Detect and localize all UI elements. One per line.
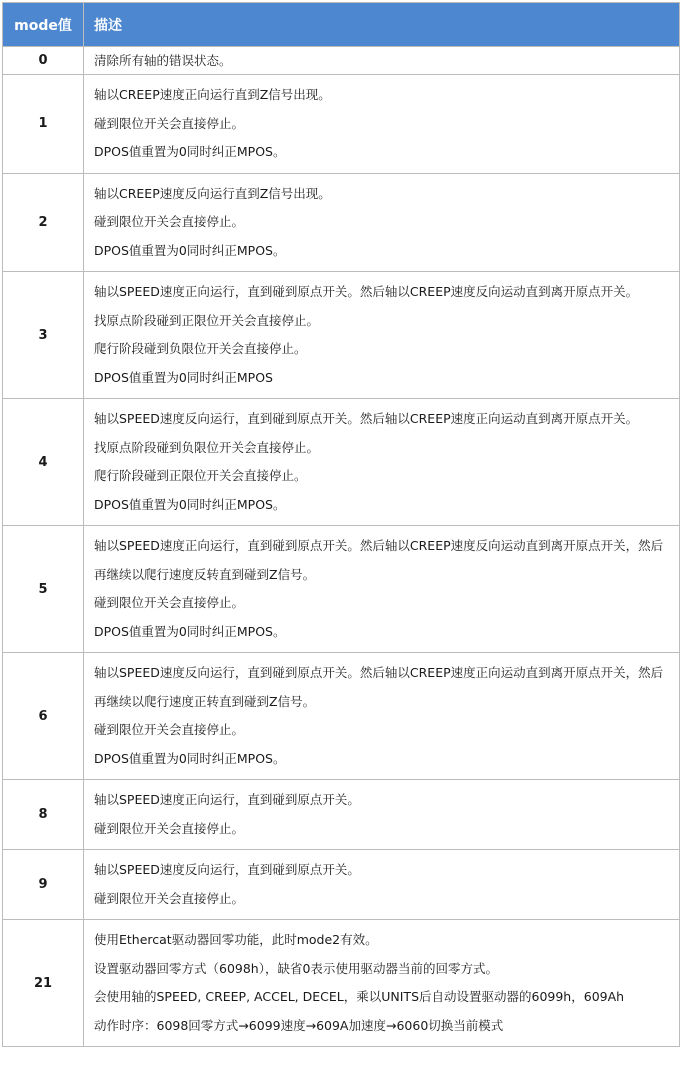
mode-description [84, 526, 680, 653]
description-line: 碰到限位开关会直接停止。 [94, 722, 245, 737]
table-row [3, 780, 680, 850]
table-row [3, 47, 680, 75]
description-line: 碰到限位开关会直接停止。 [94, 890, 245, 906]
mode-description [84, 47, 680, 75]
description-line: 轴以SPEED速度反向运行，直到碰到原点开关。然后轴以CREEP速度正向运动直到离开原点开关。 [94, 411, 639, 426]
description-line: 碰到限位开关会直接停止。 [94, 595, 245, 610]
mode-description [84, 272, 680, 399]
mode-value: 2 [3, 173, 84, 272]
description-line: DPOS值重置为0同时纠正MPOS。 [94, 750, 286, 766]
table-row [3, 653, 680, 780]
description-line: DPOS值重置为0同时纠正MPOS。 [94, 242, 286, 258]
mode-description [84, 653, 680, 780]
table-row [3, 75, 680, 174]
description-line: 碰到限位开关会直接停止。 [94, 214, 245, 229]
table-row [3, 920, 680, 1047]
table-row [3, 399, 680, 526]
description-line: 动作时序：6098回零方式→6099速度→609A加速度→6060切换当前模式 [94, 1017, 504, 1033]
mode-value: 21 [3, 920, 84, 1047]
description-line: 使用Ethercat驱动器回零功能，此时mode2有效。 [94, 932, 378, 947]
table-row [3, 850, 680, 920]
table-body [3, 47, 680, 1047]
description-line: 轴以SPEED速度正向运行，直到碰到原点开关。然后轴以CREEP速度反向运动直到离开原点开关，然后再继续以爬行速度反转直到碰到Z信号。 [94, 538, 664, 582]
description-line: 清除所有轴的错误状态。 [94, 53, 232, 68]
description-line: 爬行阶段碰到正限位开关会直接停止。 [94, 468, 307, 483]
table-row [3, 173, 680, 272]
description-line: DPOS值重置为0同时纠正MPOS。 [94, 496, 286, 512]
mode-value: 8 [3, 780, 84, 850]
mode-description [84, 75, 680, 174]
mode-description [84, 780, 680, 850]
mode-description [84, 850, 680, 920]
header-mode: mode值 [3, 3, 84, 47]
mode-value: 3 [3, 272, 84, 399]
mode-description [84, 173, 680, 272]
mode-value: 6 [3, 653, 84, 780]
mode-value: 4 [3, 399, 84, 526]
description-line: 碰到限位开关会直接停止。 [94, 115, 245, 131]
description-line: 轴以SPEED速度正向运行，直到碰到原点开关。然后轴以CREEP速度反向运动直到离开原点开关。 [94, 284, 639, 299]
homing-mode-table [2, 2, 680, 1047]
description-line: DPOS值重置为0同时纠正MPOS。 [94, 144, 286, 159]
table-row [3, 272, 680, 399]
description-line: 轴以CREEP速度反向运行直到Z信号出现。 [94, 185, 331, 201]
table-row [3, 526, 680, 653]
mode-value: 5 [3, 526, 84, 653]
table-header-row [3, 3, 680, 47]
description-line: 轴以SPEED速度正向运行，直到碰到原点开关。 [94, 792, 360, 807]
description-line: 轴以CREEP速度正向运行直到Z信号出现。 [94, 87, 331, 102]
description-line: 找原点阶段碰到负限位开关会直接停止。 [94, 439, 320, 455]
description-line: DPOS值重置为0同时纠正MPOS [94, 369, 273, 385]
header-description: 描述 [84, 3, 680, 47]
mode-description [84, 920, 680, 1047]
description-line: 找原点阶段碰到正限位开关会直接停止。 [94, 312, 320, 328]
mode-description [84, 399, 680, 526]
description-line: 设置驱动器回零方式（6098h），缺省0表示使用驱动器当前的回零方式。 [94, 960, 498, 976]
description-line: 会使用轴的SPEED, CREEP, ACCEL, DECEL，乘以UNITS后自动设置驱动器的6099h，609Ah [94, 989, 625, 1004]
mode-value: 0 [3, 47, 84, 75]
mode-value: 9 [3, 850, 84, 920]
mode-value: 1 [3, 75, 84, 174]
description-line: DPOS值重置为0同时纠正MPOS。 [94, 623, 286, 639]
description-line: 爬行阶段碰到负限位开关会直接停止。 [94, 341, 307, 356]
description-line: 轴以SPEED速度反向运行，直到碰到原点开关。然后轴以CREEP速度正向运动直到离开原点开关，然后再继续以爬行速度正转直到碰到Z信号。 [94, 665, 664, 709]
description-line: 碰到限位开关会直接停止。 [94, 820, 245, 836]
description-line: 轴以SPEED速度反向运行，直到碰到原点开关。 [94, 862, 360, 877]
